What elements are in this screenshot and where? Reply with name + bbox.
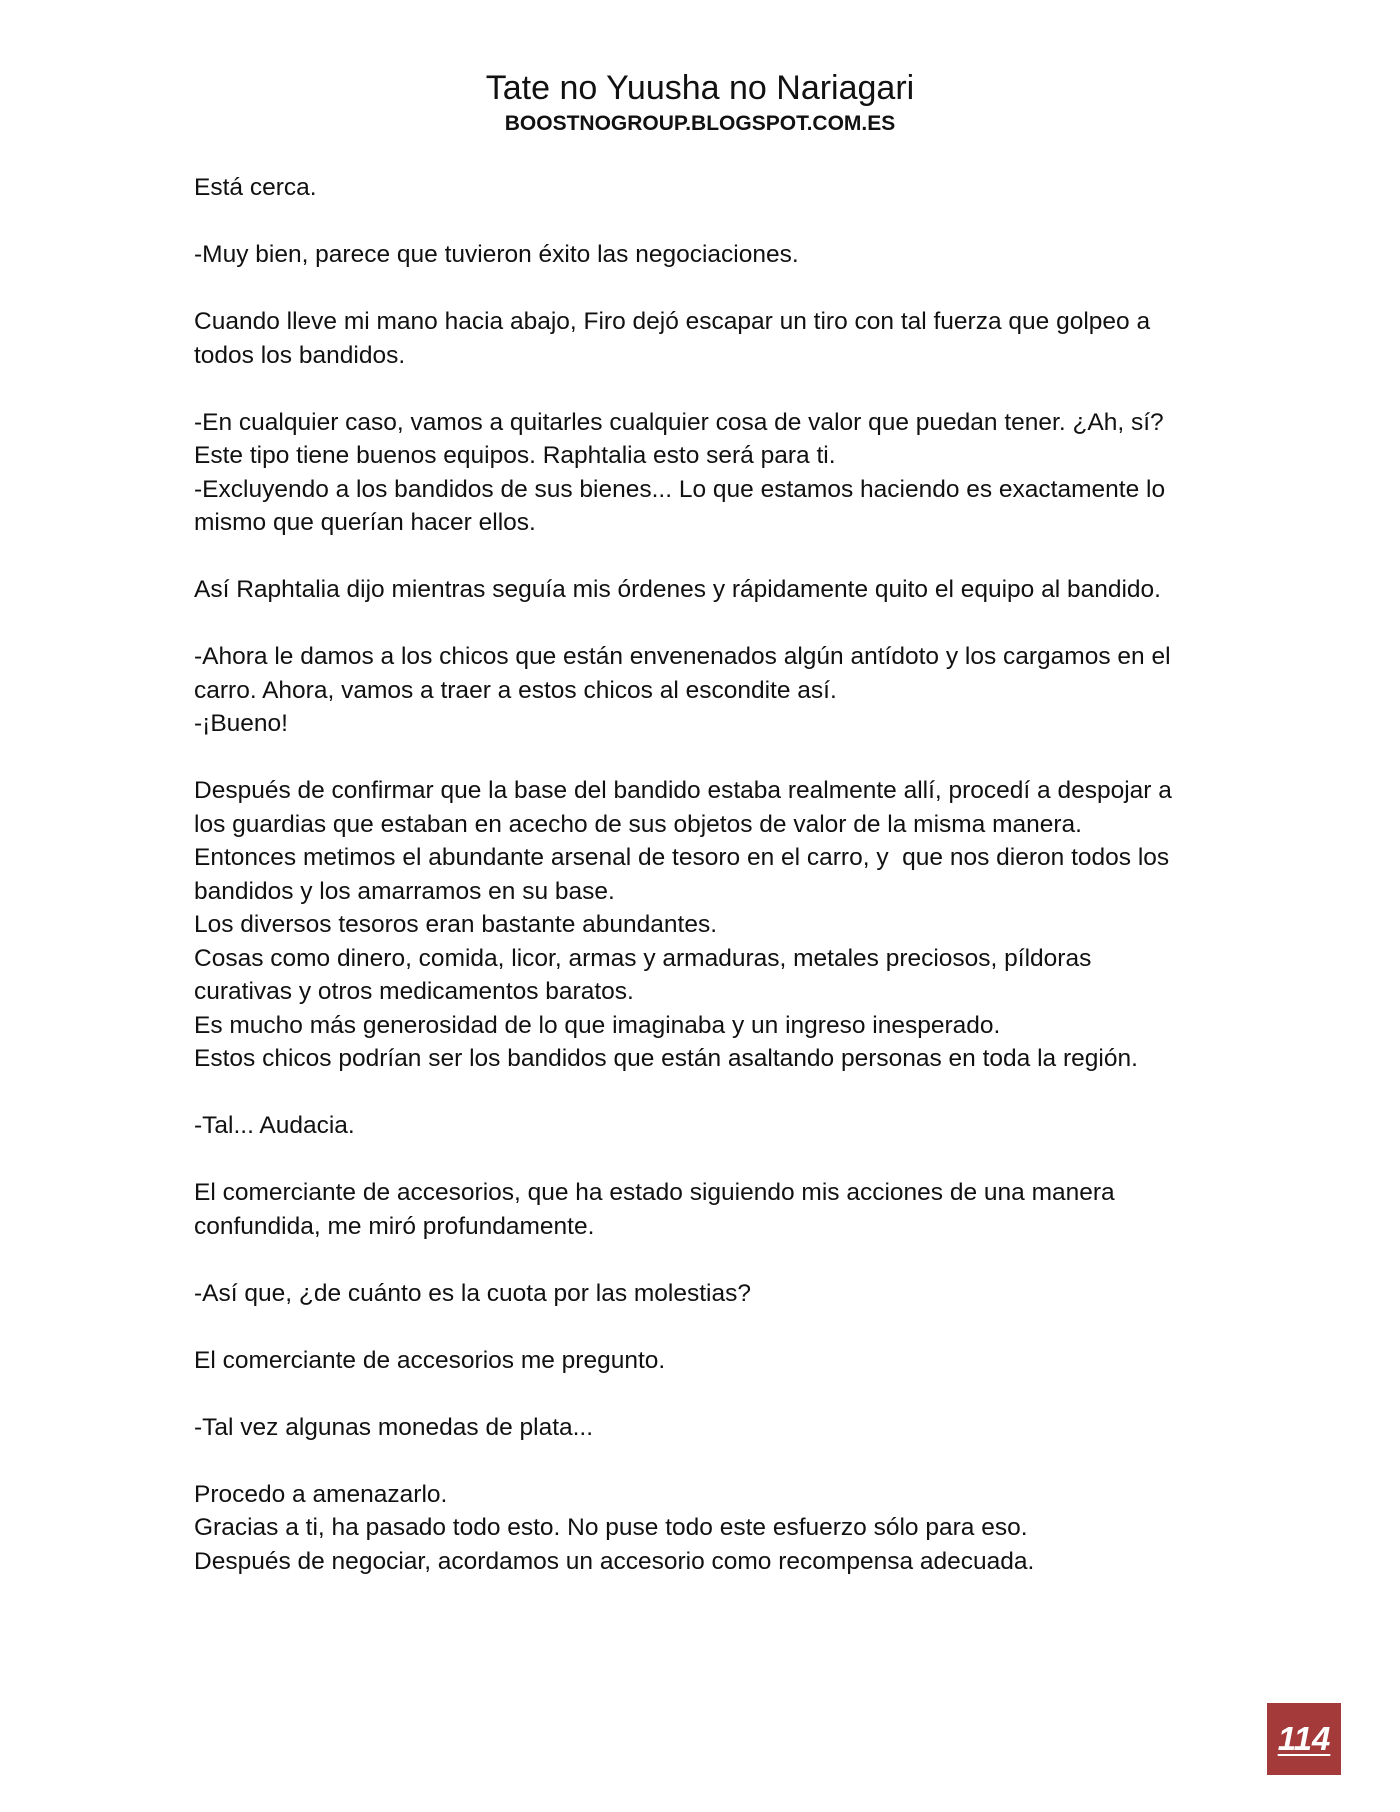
paragraph <box>194 406 1204 540</box>
text-line: curativas y otros medicamentos baratos. <box>194 978 634 1005</box>
text-line: Después de negociar, acordamos un accesorio como recompensa adecuada. <box>194 1547 1035 1575</box>
text-line: bandidos y los amarramos en su base. <box>194 877 615 905</box>
text-line: -Tal... Audacia. <box>194 1112 355 1139</box>
text-line: -En cualquier caso, vamos a quitarles cualquier cosa de valor que puedan tener. ¿Ah, sí? <box>194 408 1164 436</box>
paragraph <box>194 1344 1204 1378</box>
text-line: -Excluyendo a los bandidos de sus bienes... Lo que estamos haciendo es exactamente lo <box>194 475 1166 503</box>
paragraph <box>194 1109 1204 1143</box>
paragraph <box>194 1478 1204 1579</box>
page-number: 114 <box>1267 1703 1341 1775</box>
paragraph <box>194 171 1204 205</box>
text-line: mismo que querían hacer ellos. <box>194 509 536 536</box>
text-line: Estos chicos podrían ser los bandidos que están asaltando personas en toda la región. <box>194 1045 1138 1072</box>
text-line: Es mucho más generosidad de lo que imaginaba y un ingreso inesperado. <box>194 1011 1001 1039</box>
text-line: Entonces metimos el abundante arsenal de tesoro en el carro, y que nos dieron todos los <box>194 844 1170 871</box>
paragraph <box>194 774 1204 1076</box>
text-line: -Ahora le damos a los chicos que están envenenados algún antídoto y los cargamos en el <box>194 643 1171 670</box>
text-line: Este tipo tiene buenos equipos. Raphtalia esto será para ti. <box>194 442 836 469</box>
paragraph <box>194 640 1204 741</box>
book-title: Tate no Yuusha no Nariagari <box>485 69 915 107</box>
text-line: todos los bandidos. <box>194 341 406 369</box>
text-line: Cosas como dinero, comida, licor, armas y armaduras, metales preciosos, píldoras <box>194 944 1092 972</box>
body-text <box>194 171 1204 1612</box>
paragraph <box>194 1411 1204 1445</box>
text-line: El comerciante de accesorios me pregunto. <box>194 1346 666 1374</box>
paragraph <box>194 573 1204 607</box>
text-line: confundida, me miró profundamente. <box>194 1212 595 1240</box>
text-line: -¡Bueno! <box>194 710 288 737</box>
paragraph <box>194 238 1204 272</box>
paragraph <box>194 1277 1204 1311</box>
page-header <box>0 66 1400 138</box>
text-line: Gracias a ti, ha pasado todo esto. No puse todo este esfuerzo sólo para eso. <box>194 1514 1028 1541</box>
text-line: Después de confirmar que la base del bandido estaba realmente allí, procedí a despojar a <box>194 777 1172 804</box>
text-line: Los diversos tesoros eran bastante abundantes. <box>194 911 718 938</box>
text-line: Cuando lleve mi mano hacia abajo, Firo dejó escapar un tiro con tal fuerza que golpeo a <box>194 308 1151 335</box>
text-line: Así Raphtalia dijo mientras seguía mis órdenes y rápidamente quito el equipo al bandido. <box>194 576 1161 603</box>
text-line: carro. Ahora, vamos a traer a estos chicos al escondite así. <box>194 676 837 704</box>
text-line: Está cerca. <box>194 174 317 201</box>
text-line: los guardias que estaban en acecho de sus objetos de valor de la misma manera. <box>194 810 1082 838</box>
paragraph <box>194 305 1204 372</box>
text-line: -Así que, ¿de cuánto es la cuota por las molestias? <box>194 1279 751 1307</box>
text-line: Procedo a amenazarlo. <box>194 1480 448 1508</box>
site-url: BOOSTNOGROUP.BLOGSPOT.COM.ES <box>504 112 896 135</box>
paragraph <box>194 1176 1204 1243</box>
text-line: -Tal vez algunas monedas de plata... <box>194 1413 594 1441</box>
text-line: -Muy bien, parece que tuvieron éxito las negociaciones. <box>194 241 799 268</box>
text-line: El comerciante de accesorios, que ha estado siguiendo mis acciones de una manera <box>194 1179 1115 1206</box>
